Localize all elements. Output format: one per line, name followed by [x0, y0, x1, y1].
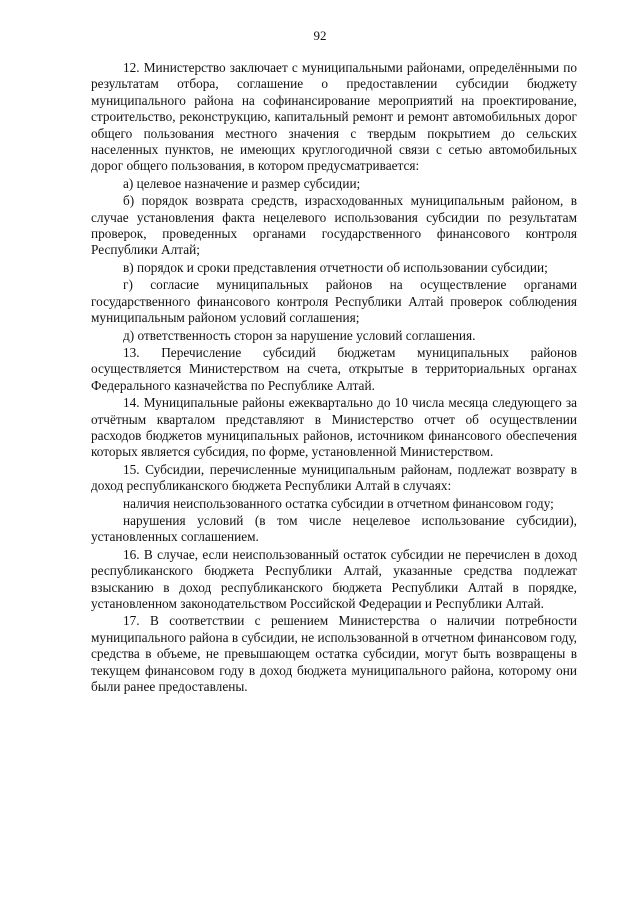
paragraph-12v: в) порядок и сроки представления отчетности об использовании субсидии; [123, 259, 548, 275]
paragraph-12d: д) ответственность сторон за нарушение условий соглашения. [123, 327, 476, 343]
paragraph-15: 15. Субсидии, перечисленные муниципальным районам, подлежат возврату в доход республиканского бюджета Республики Алтай в случаях: [91, 461, 577, 494]
paragraph-17: 17. В соответствии с решением Министерства о наличии потребности муниципального района в субсидии, не использованной в отчетном финансовом году, средства в объеме, не превышающем остатка субсидии, могут быть возвращены в текущем финансовом году в доход бюджета муниципального района, которому они были ранее предоставлены. [91, 613, 577, 695]
page-number: 92 [313, 28, 327, 43]
paragraph-15-case-2: нарушения условий (в том числе нецелевое использование субсидии), установленных соглашением. [91, 512, 577, 545]
paragraph-13: 13. Перечисление субсидий бюджетам муниципальных районов осуществляется Министерством на счета, открытые в территориальных органах Федерального казначейства по Республике Алтай. [91, 344, 577, 393]
paragraph-16: 16. В случае, если неиспользованный остаток субсидии не перечислен в доход республиканского бюджета Республики Алтай, указанные средства подлежат взысканию в доход республиканского бюджета Республики Алтай в порядке, установленном законодательством Российской Федерации и Республики Алтай. [91, 546, 577, 611]
paragraph-15-case-1: наличия неиспользованного остатка субсидии в отчетном финансовом году; [123, 495, 554, 511]
paragraph-12b: б) порядок возврата средств, израсходованных муниципальным районом, в случае установления факта нецелевого использования субсидии по результатам проверок, проведенных органами государственного финансового контроля Республики Алтай; [91, 193, 577, 258]
paragraph-12a: а) целевое назначение и размер субсидии; [123, 175, 361, 191]
document-body [91, 60, 577, 695]
paragraph-12: 12. Министерство заключает с муниципальными районами, определёнными по результатам отбора, соглашение о предоставлении субсидии бюджету муниципального района на софинансирование мероприятий на проектирование, строительство, реконструкцию, капитальный ремонт и ремонт автомобильных дорог общего пользования местного значения с твердым покрытием до сельских населенных пунктов, не имеющих круглогодичной связи с сетью автомобильных дорог общего пользования, в котором предусматривается: [91, 60, 577, 174]
paragraph-14: 14. Муниципальные районы ежеквартально до 10 числа месяца следующего за отчётным кварталом представляют в Министерство отчет об осуществлении расходов бюджетов муниципальных районов, источником финансового обеспечения которых является субсидия, по форме, установленной Министерством. [91, 395, 577, 460]
paragraph-12g: г) согласие муниципальных районов на осуществление органами государственного финансового контроля Республики Алтай проверок соблюдения муниципальным районом условий соглашения; [91, 277, 577, 326]
